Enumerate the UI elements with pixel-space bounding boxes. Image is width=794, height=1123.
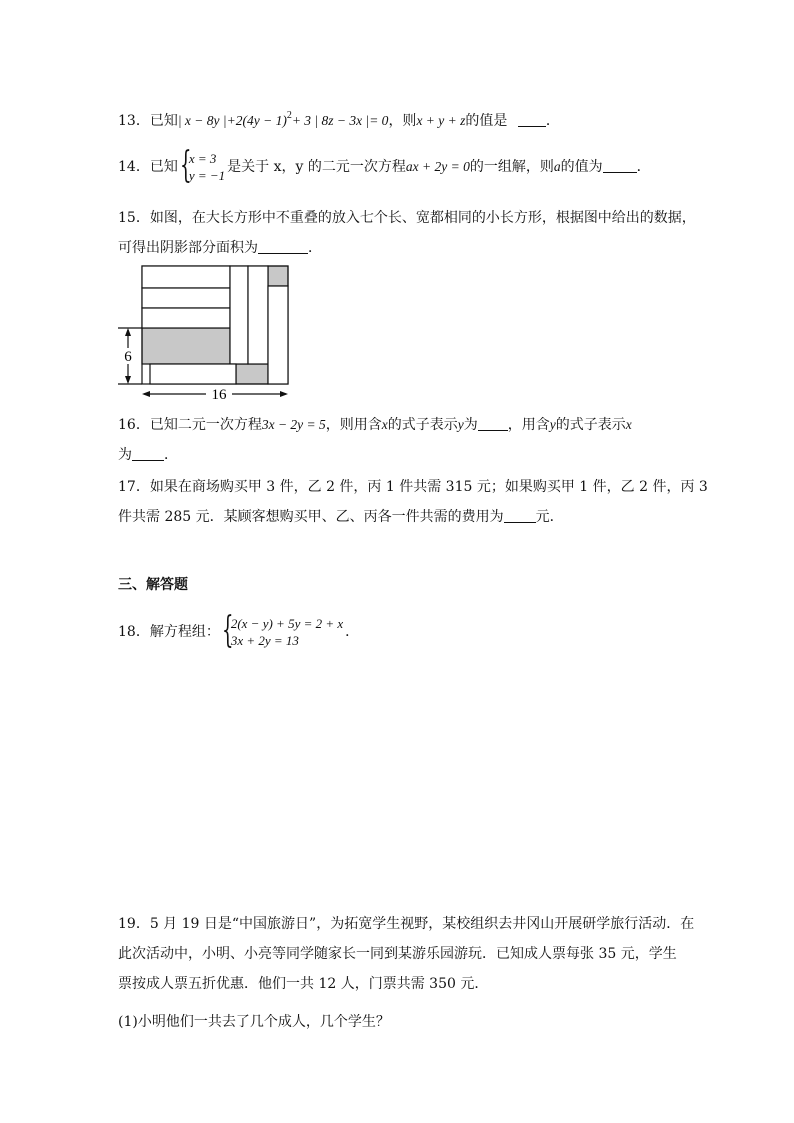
q19-line-2: 此次活动中，小明、小亮等同学随家长一同到某游乐园游玩．已知成人票每张 35 元，学生 bbox=[118, 946, 677, 962]
q16-text-6: 为 bbox=[118, 447, 132, 463]
q13-exponent: 2 bbox=[286, 110, 292, 121]
shaded-region-bottom-right bbox=[236, 364, 268, 384]
question-13 bbox=[118, 106, 560, 131]
small-rect-bottom bbox=[150, 364, 236, 384]
q17-answer-blank bbox=[504, 508, 536, 523]
arrow-up-icon bbox=[125, 328, 131, 336]
height-label: 6 bbox=[124, 349, 132, 365]
shaded-region-top-right bbox=[268, 266, 288, 286]
q16-equation: 3x − 2y = 5 bbox=[261, 417, 326, 432]
q15-answer-blank bbox=[258, 239, 308, 254]
q17-unit: 元． bbox=[535, 509, 564, 525]
q13-expr-3: + 3 | 8z − 3x |= 0 bbox=[291, 113, 389, 128]
q14-row-1: x = 3 bbox=[188, 151, 217, 166]
q19-line-1: 19．5 月 19 日是“中国旅游日”，为拓宽学生视野，某校组织去井冈山开展研学旅行活动．在 bbox=[118, 916, 695, 932]
q16-var-x2: x bbox=[625, 417, 632, 432]
q13-end: ． bbox=[545, 113, 560, 129]
arrow-left-icon bbox=[142, 391, 150, 397]
q17-text: 件共需 285 元．某顾客想购买甲、乙、丙各一件共需的费用为 bbox=[118, 509, 504, 525]
q18-end: ． bbox=[345, 624, 360, 640]
q14-answer-blank bbox=[603, 158, 637, 173]
q14-row-2: y = −1 bbox=[188, 168, 226, 183]
small-rect-v1 bbox=[230, 266, 248, 364]
q16-text-2: 的式子表示 bbox=[387, 417, 458, 433]
small-rect-h3 bbox=[142, 308, 230, 328]
q16-var-y: y bbox=[457, 417, 464, 432]
q18-prefix: 18．解方程组： bbox=[118, 624, 220, 640]
q16-text-4: ，用含 bbox=[507, 417, 550, 433]
brace-icon: { bbox=[221, 610, 234, 651]
q14-var: a bbox=[553, 159, 561, 174]
q19-sub-question-1: (1)小明他们一共去了几个成人，几个学生？ bbox=[118, 1014, 390, 1030]
small-rect-v2 bbox=[248, 266, 268, 364]
q14-system bbox=[179, 145, 226, 186]
q18-row-1: 2(x − y) + 5y = 2 + x bbox=[230, 616, 344, 631]
q16-answer-blank-1 bbox=[478, 416, 508, 431]
q14-text-2: 的一组解，则 bbox=[469, 159, 554, 175]
q13-suffix: 的值是 bbox=[465, 113, 508, 129]
q16-line-2 bbox=[118, 445, 178, 465]
q13-expr-4: x + y + z bbox=[416, 113, 466, 128]
q16-end: ． bbox=[164, 447, 178, 463]
width-label: 16 bbox=[211, 387, 227, 403]
arrow-down-icon bbox=[125, 376, 131, 384]
q16-text-1: ，则用含 bbox=[325, 417, 382, 433]
q13-prefix: 13．已知 bbox=[118, 113, 178, 129]
q13-answer-blank bbox=[518, 112, 546, 127]
q13-expr-2: (4y − 1) bbox=[242, 113, 287, 128]
brace-icon: { bbox=[179, 145, 192, 186]
q16-line-1 bbox=[118, 415, 632, 435]
q13-expr-1: | x − 8y |+2 bbox=[177, 113, 243, 128]
q18-system bbox=[221, 610, 344, 651]
arrow-right-icon bbox=[280, 391, 288, 397]
q14-prefix: 14．已知 bbox=[118, 159, 178, 175]
small-rect-h2 bbox=[142, 288, 230, 308]
q14-equation: ax + 2y = 0 bbox=[405, 159, 470, 174]
small-rect-v3 bbox=[268, 286, 288, 384]
q14-text-1: 是关于 x，y 的二元一次方程 bbox=[227, 159, 406, 175]
q16-answer-blank-2 bbox=[132, 446, 164, 461]
q15-text: 可得出阴影部分面积为 bbox=[118, 240, 258, 256]
q15-end: ． bbox=[308, 240, 322, 256]
small-rect-h1 bbox=[142, 266, 230, 288]
q17-line-2 bbox=[118, 507, 564, 527]
q16-text-3: 为 bbox=[463, 417, 478, 433]
q14-end: ． bbox=[636, 159, 651, 175]
section-heading: 三、解答题 bbox=[118, 577, 188, 593]
question-18 bbox=[118, 610, 360, 651]
q14-text-3: 的值为 bbox=[560, 159, 603, 175]
q15-figure bbox=[110, 258, 300, 404]
q17-line-1: 17．如果在商场购买甲 3 件，乙 2 件，丙 1 件共需 315 元；如果购买甲 1 件，乙 2 件，丙 3 bbox=[118, 479, 708, 495]
q15-line-1: 15．如图，在大长方形中不重叠的放入七个长、宽都相同的小长方形，根据图中给出的数据， bbox=[118, 210, 696, 226]
q13-then: ，则 bbox=[388, 113, 417, 129]
q16-prefix: 16．已知二元一次方程 bbox=[118, 417, 262, 433]
q16-text-5: 的式子表示 bbox=[555, 417, 626, 433]
q18-row-2: 3x + 2y = 13 bbox=[230, 633, 299, 648]
question-14 bbox=[118, 145, 651, 186]
q16-var-y2: y bbox=[549, 417, 556, 432]
q15-line-2 bbox=[118, 238, 322, 258]
shaded-region-left bbox=[142, 328, 230, 364]
q19-line-3: 票按成人票五折优惠．他们一共 12 人，门票共需 350 元． bbox=[118, 976, 489, 992]
q16-var-x: x bbox=[381, 417, 388, 432]
